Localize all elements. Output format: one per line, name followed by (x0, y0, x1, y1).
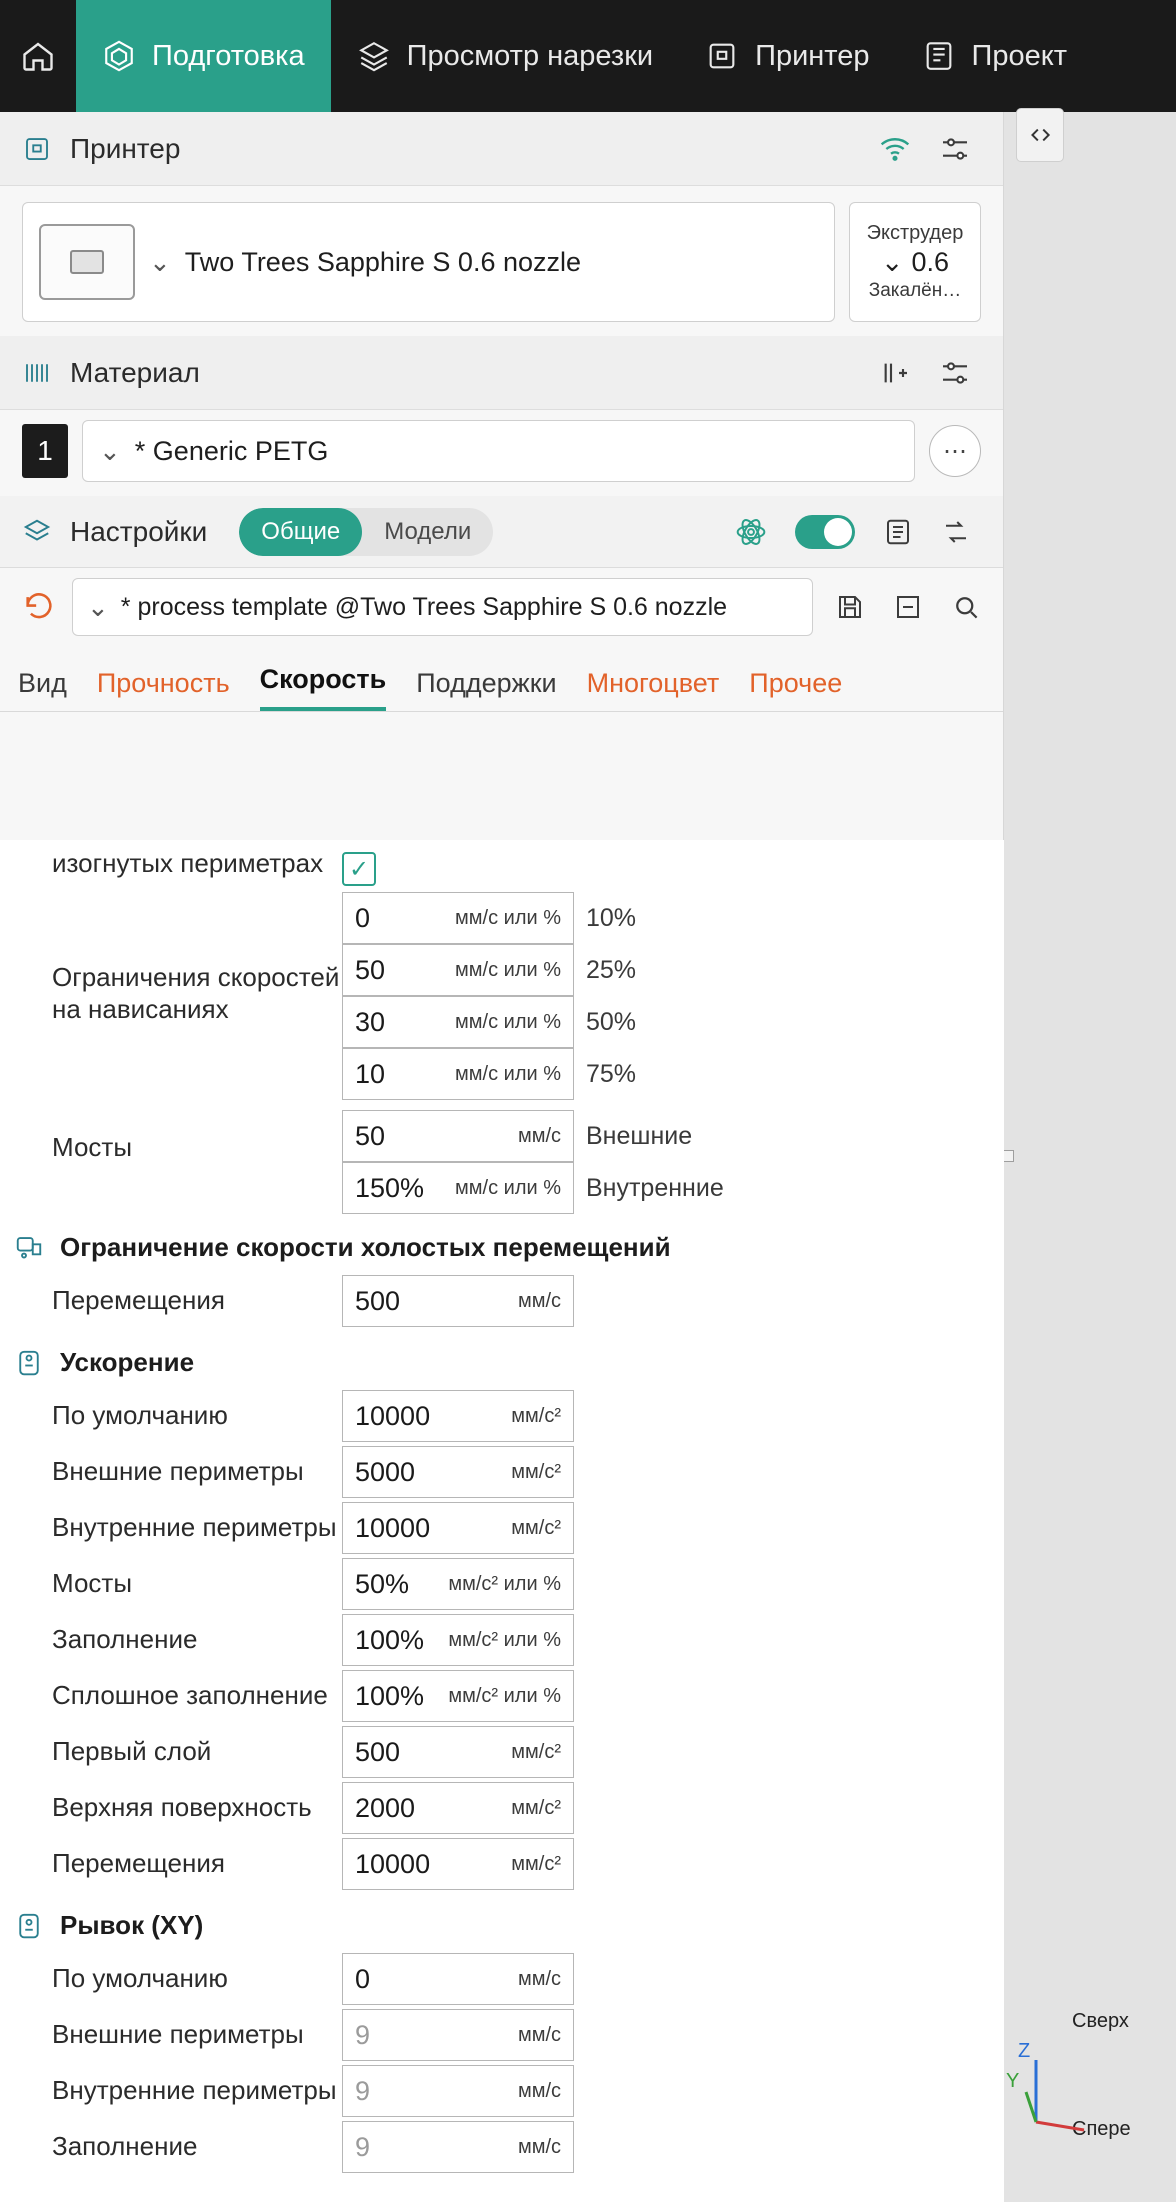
accel-solid-infill-row (0, 1668, 1004, 1724)
overhang-speed-input-25[interactable] (342, 944, 574, 996)
curved-perimeters-checkbox[interactable]: ✓ (342, 852, 376, 886)
accel-top-surface-value: 2000 (355, 1792, 416, 1823)
overhang-speed-unit-75: мм/с или % (455, 1062, 561, 1085)
axis-z-label: Z (1018, 2040, 1031, 2062)
tab-project-label: Проект (971, 39, 1068, 72)
accel-solid-infill-value: 100% (355, 1680, 425, 1711)
jerk-default-row (0, 1951, 1004, 2007)
extruder-label: Экструдер (866, 222, 964, 244)
material-section-title: Материал (70, 356, 200, 388)
tab-others[interactable]: Прочее (749, 668, 843, 698)
tab-preview[interactable] (331, 0, 679, 112)
accel-travel-row (0, 1836, 1004, 1892)
home-button[interactable] (0, 0, 76, 112)
jerk-external-unit: мм/с (517, 2023, 561, 2046)
bridge-external-suffix: Внешние (586, 1121, 693, 1150)
material-combo[interactable] (82, 420, 915, 482)
segment-models[interactable]: Модели (384, 517, 472, 545)
jerk-internal-label: Внутренние периметры (52, 2075, 337, 2106)
accel-bridges-label: Мосты (52, 1568, 133, 1599)
project-icon (922, 39, 956, 73)
overhang-speeds-fields (342, 892, 636, 1100)
accel-infill-label: Заполнение (52, 1624, 198, 1655)
chevron-down-icon: ⌄ (149, 246, 171, 277)
axis-gizmo (1024, 2052, 1094, 2142)
jerk-internal-unit: мм/с (517, 2079, 561, 2102)
bridges-row (0, 1100, 1004, 1214)
overhang-speed-suffix-10: 10% (586, 903, 637, 932)
overhang-speed-row (342, 1048, 636, 1100)
accel-first-layer-label: Первый слой (52, 1736, 212, 1767)
wifi-icon[interactable] (879, 133, 911, 165)
material-settings-sliders-icon[interactable] (939, 357, 971, 389)
jerk-external-row (0, 2007, 1004, 2063)
printer-name: Two Trees Sapphire S 0.6 nozzle (184, 246, 582, 277)
left-settings-panel (0, 112, 1004, 2202)
tab-printer[interactable] (679, 0, 895, 112)
overhang-speeds-row (0, 886, 1004, 1100)
jerk-internal-input[interactable] (342, 2065, 574, 2117)
accel-first-layer-row (0, 1724, 1004, 1780)
atom-icon[interactable] (735, 516, 767, 548)
acceleration-group-title: Ускорение (60, 1347, 195, 1377)
axis-y-label: Y (1006, 2070, 1020, 2092)
accel-default-unit: мм/с² (511, 1404, 561, 1427)
viewport-3d[interactable] (1004, 112, 1176, 2202)
tab-view[interactable]: Вид (18, 668, 67, 698)
list-icon[interactable] (883, 517, 913, 547)
accel-top-surface-unit: мм/с² (511, 1796, 561, 1819)
jerk-infill-input[interactable] (342, 2121, 574, 2173)
accel-top-surface-label: Верхняя поверхность (52, 1792, 312, 1823)
jerk-default-value: 0 (355, 1963, 371, 1994)
process-tabs (0, 646, 1003, 712)
curved-perimeters-label: изогнутых периметрах (52, 848, 324, 878)
bridge-external-value: 50 (355, 1120, 386, 1151)
jerk-internal-value: 9 (355, 2075, 371, 2106)
tab-preview-label: Просмотр нарезки (406, 39, 654, 72)
accel-bridges-value: 50% (355, 1568, 410, 1599)
top-navigation-bar (0, 0, 1176, 112)
bridge-speed-row (342, 1162, 724, 1214)
accel-bridges-unit: мм/с² или % (448, 1572, 561, 1595)
accel-bridges-row (0, 1556, 1004, 1612)
chevron-down-icon: ⌄ (880, 247, 904, 277)
travel-speed-row (0, 1273, 1004, 1329)
jerk-default-label: По умолчанию (52, 1963, 228, 1994)
accel-top-surface-input[interactable] (342, 1782, 574, 1834)
tab-strength[interactable]: Прочность (96, 668, 230, 698)
process-preset-name: * process template @Two Trees Sapphire S 0.6 nozzle (120, 592, 728, 621)
material-selector-row (0, 410, 1003, 496)
bridges-fields (342, 1110, 724, 1214)
overhang-speed-suffix-25: 25% (586, 955, 637, 984)
overhang-speed-unit-50: мм/с или % (455, 1010, 561, 1033)
overhang-speed-row (342, 996, 636, 1048)
travel-speed-label: Перемещения (52, 1285, 225, 1316)
settings-section-icon (22, 517, 52, 547)
accel-infill-value: 100% (355, 1624, 425, 1655)
travel-group-header (0, 1214, 1004, 1273)
overhang-speed-value-50: 30 (355, 1006, 386, 1037)
home-icon (20, 38, 56, 74)
material-index[interactable]: 1 (22, 424, 68, 478)
accel-external-row (0, 1444, 1004, 1500)
preset-row (0, 568, 1003, 646)
bridge-internal-suffix: Внутренние (586, 1173, 724, 1202)
bridge-internal-unit: мм/с или % (455, 1176, 561, 1199)
travel-speed-input[interactable] (342, 1275, 574, 1327)
cube-icon (102, 39, 136, 73)
reset-icon[interactable] (22, 590, 56, 624)
extruder-sub: Закалён… (868, 280, 962, 301)
compare-icon[interactable] (941, 517, 971, 547)
accel-solid-infill-input[interactable] (342, 1670, 574, 1722)
overhang-speed-value-75: 10 (355, 1058, 386, 1089)
bridges-label: Мосты (52, 1132, 133, 1162)
overhang-speed-suffix-50: 50% (586, 1007, 637, 1036)
material-section-header (0, 336, 1003, 410)
settings-section-header (0, 496, 1003, 568)
tab-prepare-label: Подготовка (152, 39, 305, 72)
jerk-external-value: 9 (355, 2019, 371, 2050)
nav-cube-front-label[interactable]: Спере (1072, 2118, 1131, 2140)
save-icon[interactable] (835, 592, 865, 622)
tab-speed[interactable]: Скорость (260, 664, 387, 711)
jerk-default-unit: мм/с (517, 1967, 561, 1990)
bridge-speed-row (342, 1110, 724, 1162)
accel-travel-input[interactable] (342, 1838, 574, 1890)
travel-speed-unit: мм/с (517, 1289, 561, 1312)
jerk-external-label: Внешние периметры (52, 2019, 304, 2050)
search-icon[interactable] (951, 592, 981, 622)
accel-solid-infill-label: Сплошное заполнение (52, 1680, 328, 1711)
accel-default-input[interactable] (342, 1390, 574, 1442)
jerk-infill-row (0, 2119, 1004, 2175)
process-preset-combo[interactable] (72, 578, 813, 636)
overhang-speed-unit-10: мм/с или % (455, 906, 561, 929)
overhang-speed-input-10[interactable] (342, 892, 574, 944)
printer-combo[interactable] (22, 202, 835, 322)
accel-default-value: 10000 (355, 1400, 431, 1431)
travel-icon (14, 1233, 44, 1263)
jerk-infill-unit: мм/с (517, 2135, 561, 2158)
accel-first-layer-input[interactable] (342, 1726, 574, 1778)
acceleration-group-header (0, 1329, 1004, 1388)
jerk-infill-label: Заполнение (52, 2131, 198, 2162)
accel-bridges-input[interactable] (342, 1558, 574, 1610)
chevron-down-icon: ⌄ (99, 435, 121, 466)
accel-first-layer-value: 500 (355, 1736, 401, 1767)
accel-internal-value: 10000 (355, 1512, 431, 1543)
overhang-speed-suffix-75: 75% (586, 1059, 637, 1088)
tab-multicolor[interactable]: Многоцвет (586, 668, 720, 698)
accel-external-label: Внешние периметры (52, 1456, 304, 1487)
layers-icon (357, 39, 391, 73)
printer-section-title: Принтер (70, 132, 181, 164)
jerk-group-title: Рывок (XY) (60, 1910, 204, 1940)
accel-default-label: По умолчанию (52, 1400, 228, 1431)
overhang-speed-input-50[interactable] (342, 996, 574, 1048)
accel-infill-input[interactable] (342, 1614, 574, 1666)
accel-internal-label: Внутренние периметры (52, 1512, 337, 1543)
jerk-infill-value: 9 (355, 2131, 371, 2162)
collapse-panel-icon (1027, 122, 1053, 148)
tab-prepare[interactable] (76, 0, 331, 112)
overhang-speed-row (342, 944, 636, 996)
overhang-speed-input-75[interactable] (342, 1048, 574, 1100)
accel-external-value: 5000 (355, 1456, 416, 1487)
bridge-internal-input[interactable] (342, 1162, 574, 1214)
accel-internal-input[interactable] (342, 1502, 574, 1554)
extruder-selector[interactable] (849, 202, 981, 322)
segment-general[interactable]: Общие (239, 508, 362, 556)
overhang-speed-row (342, 892, 636, 944)
material-name: * Generic PETG (134, 435, 329, 466)
collapse-panel-button[interactable] (1016, 108, 1064, 162)
settings-section-title: Настройки (70, 515, 208, 547)
bridge-internal-value: 150% (355, 1172, 425, 1203)
overhang-speed-unit-25: мм/с или % (455, 958, 561, 981)
curved-perimeters-row (0, 840, 1004, 886)
printer-settings-sliders-icon[interactable] (939, 133, 971, 165)
overhang-speed-value-25: 50 (355, 954, 386, 985)
nav-cube-top-label[interactable]: Сверх (1072, 2010, 1129, 2032)
accel-solid-infill-unit: мм/с² или % (448, 1684, 561, 1707)
advanced-mode-toggle[interactable] (795, 515, 855, 549)
add-filament-icon[interactable] (879, 357, 911, 389)
settings-scroll-area[interactable] (0, 840, 1004, 2202)
printer-selector-row (0, 186, 1003, 336)
chevron-down-icon: ⌄ (87, 591, 109, 622)
printer-icon (705, 39, 739, 73)
accel-external-input[interactable] (342, 1446, 574, 1498)
accel-internal-unit: мм/с² (511, 1516, 561, 1539)
accel-internal-row (0, 1500, 1004, 1556)
accel-infill-row (0, 1612, 1004, 1668)
settings-mode-segmented[interactable] (239, 508, 493, 556)
material-more-button[interactable]: ⋯ (929, 425, 981, 477)
tab-project[interactable] (896, 0, 1094, 112)
printer-section-header (0, 112, 1003, 186)
accel-external-unit: мм/с² (511, 1460, 561, 1483)
jerk-icon (14, 1911, 44, 1941)
accel-first-layer-unit: мм/с² (511, 1740, 561, 1763)
overhang-speeds-label: Ограничения скоростей на нависаниях (52, 962, 340, 1024)
printer-section-icon (22, 134, 52, 164)
tab-supports[interactable]: Поддержки (416, 668, 557, 698)
jerk-default-input[interactable] (342, 1953, 574, 2005)
travel-group-title: Ограничение скорости холостых перемещений (60, 1232, 671, 1262)
accel-infill-unit: мм/с² или % (448, 1628, 561, 1651)
printer-thumbnail-icon (39, 224, 135, 300)
accel-top-surface-row (0, 1780, 1004, 1836)
jerk-external-input[interactable] (342, 2009, 574, 2061)
bridge-external-unit: мм/с (517, 1124, 561, 1147)
tab-printer-label: Принтер (755, 39, 870, 72)
overhang-speed-value-10: 0 (355, 902, 371, 933)
accel-travel-unit: мм/с² (511, 1852, 561, 1875)
bridge-external-input[interactable] (342, 1110, 574, 1162)
accel-travel-value: 10000 (355, 1848, 431, 1879)
accel-travel-label: Перемещения (52, 1848, 225, 1879)
jerk-internal-row (0, 2063, 1004, 2119)
minus-box-icon[interactable] (893, 592, 923, 622)
filament-icon (22, 358, 52, 388)
travel-speed-value: 500 (355, 1285, 401, 1316)
accel-default-row (0, 1388, 1004, 1444)
acceleration-icon (14, 1348, 44, 1378)
jerk-group-header (0, 1892, 1004, 1951)
extruder-value: 0.6 (911, 247, 950, 277)
